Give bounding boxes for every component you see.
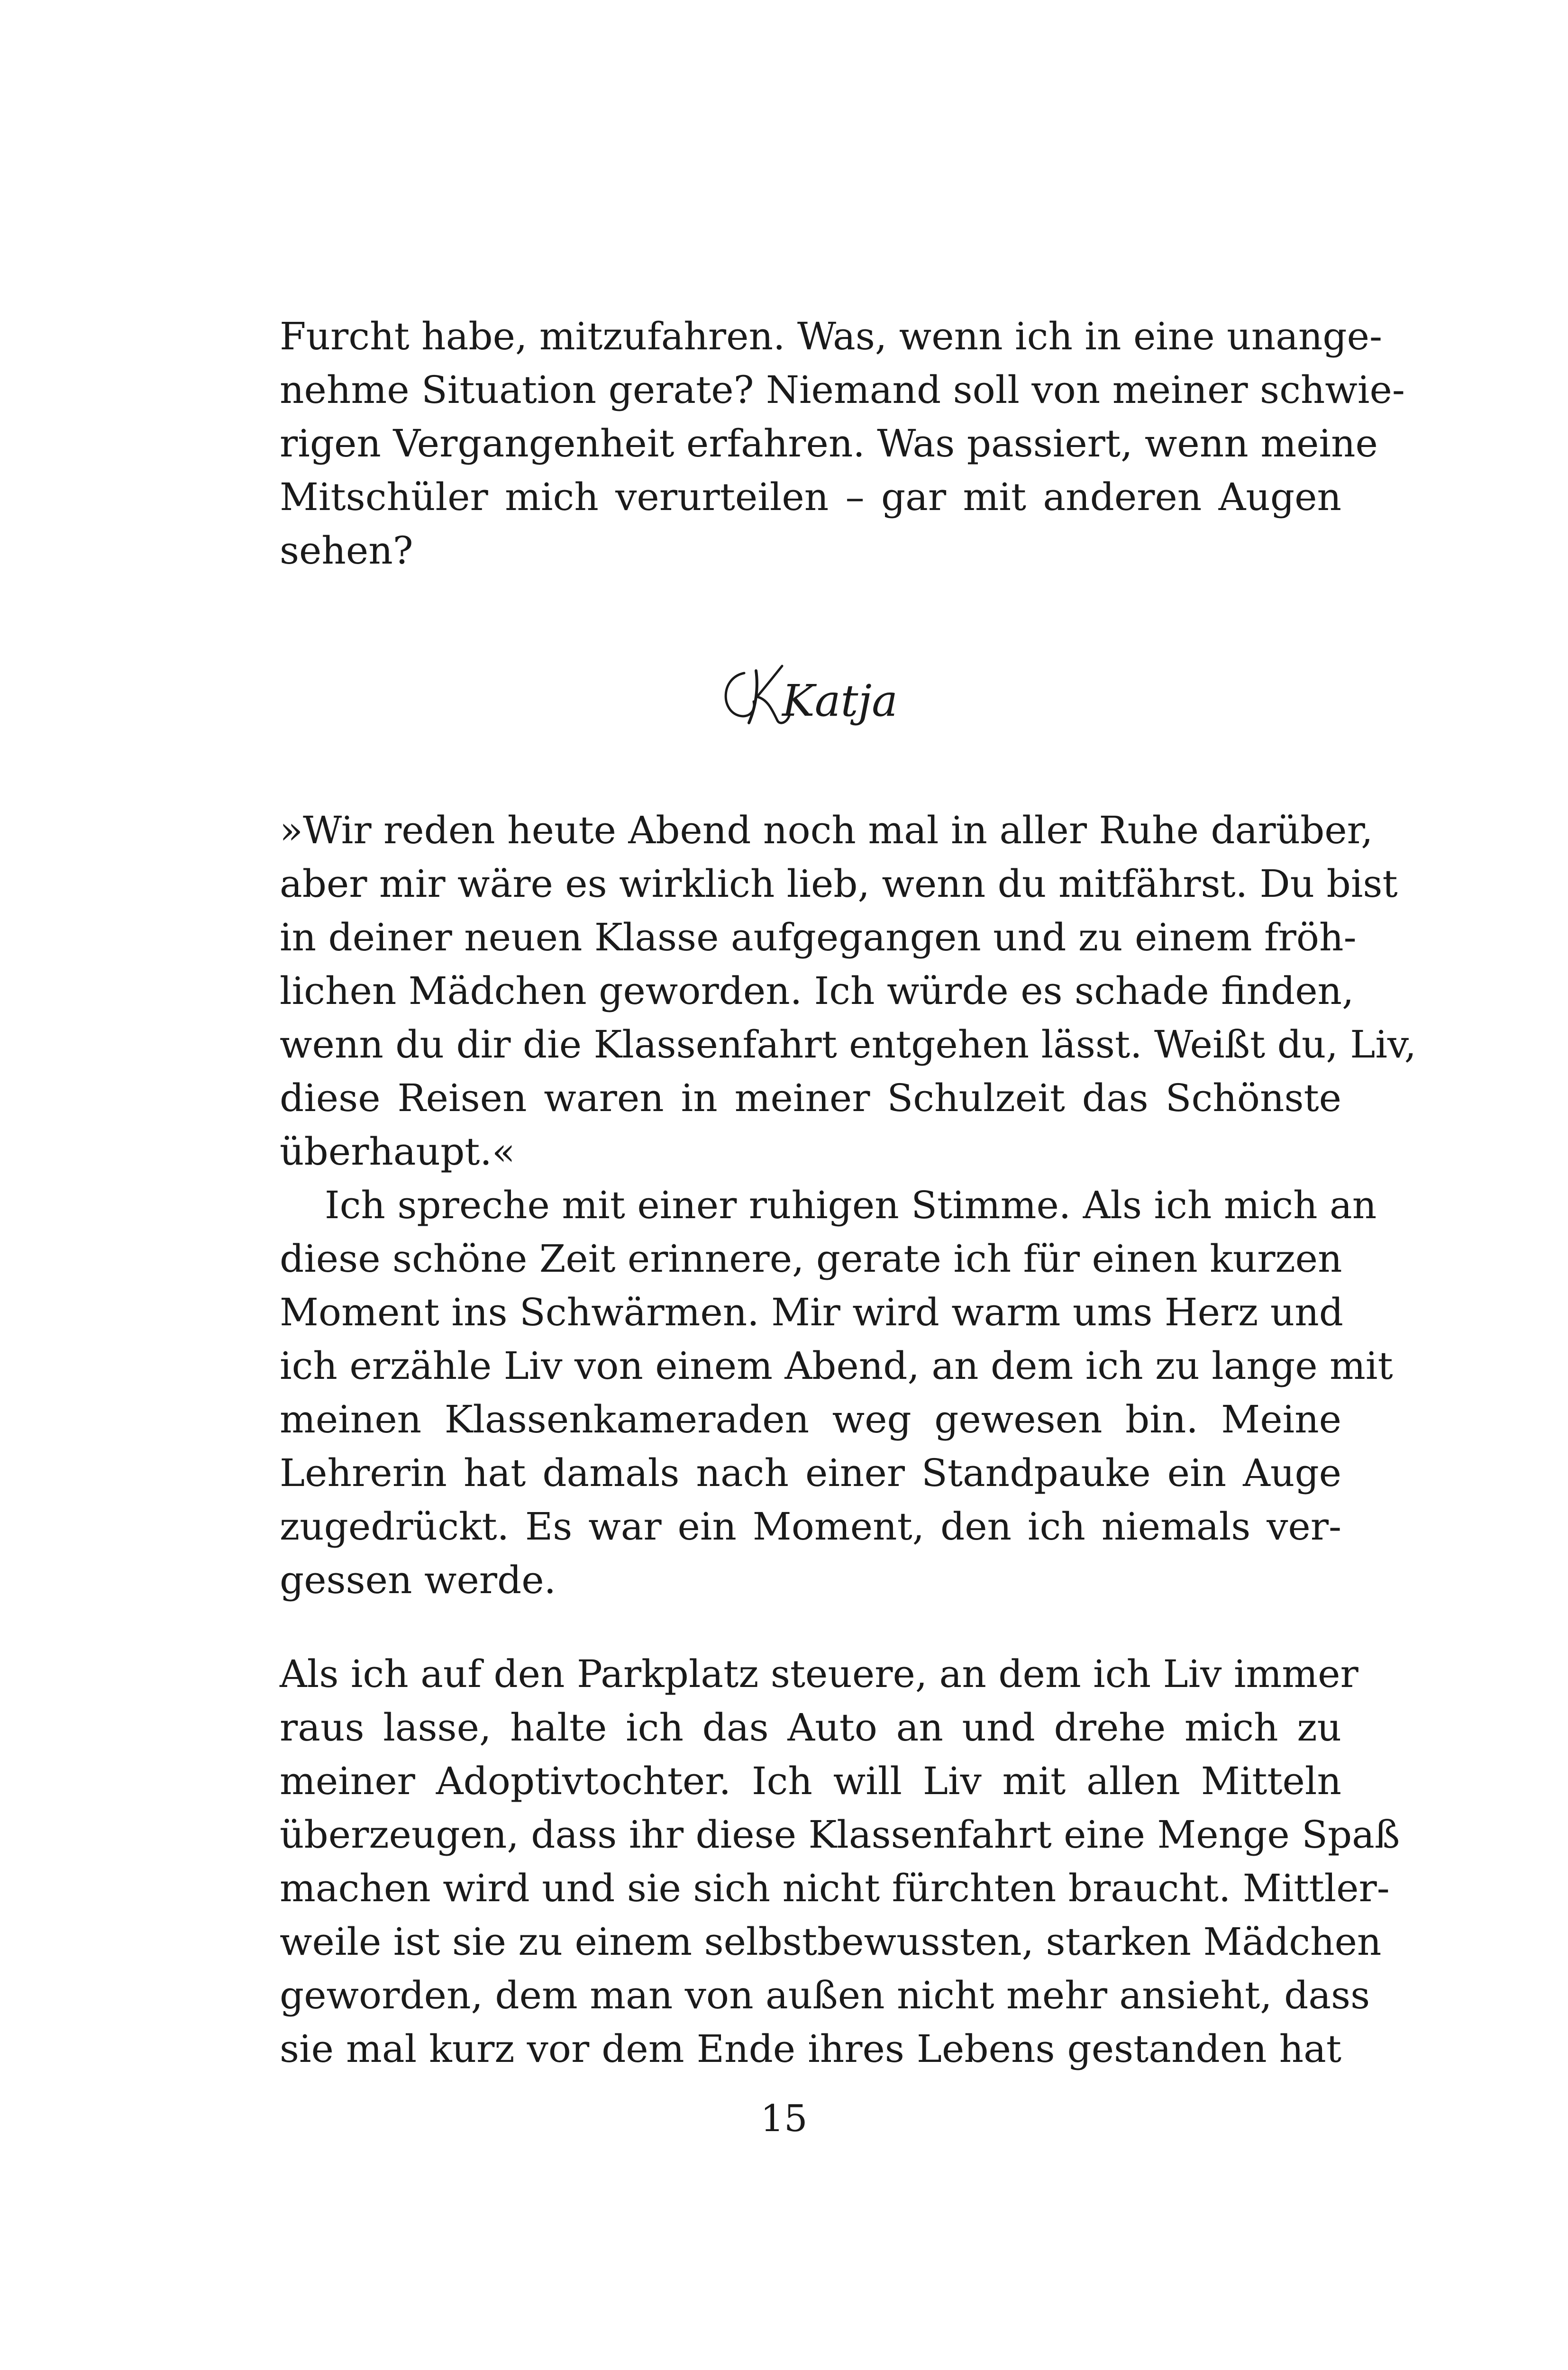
text-line: Als ich auf den Parkplatz steuere, an dem ich Liv immer: [280, 1652, 1358, 1696]
text-line: »Wir reden heute Abend noch mal in aller Ruhe darüber,: [280, 808, 1373, 852]
page-number: 15: [760, 2097, 808, 2140]
section-parking-paragraph: [280, 1647, 1400, 2076]
text-line: weile ist sie zu einem selbstbewussten, starken Mädchen: [280, 1920, 1382, 1964]
text-line: überzeugen, dass ihr diese Klassenfahrt eine Menge Spaß: [280, 1813, 1400, 1857]
text-line: meinen Klassenkameraden weg gewesen bin. Meine: [280, 1397, 1341, 1441]
text-line: Moment ins Schwärmen. Mir wird warm ums Herz und: [280, 1290, 1343, 1334]
text-line: gessen werde.: [280, 1558, 556, 1602]
text-line: zugedrückt. Es war ein Moment, den ich niemals ver-: [280, 1504, 1341, 1549]
chapter-heading-katja: [711, 645, 920, 749]
katja-script-heading: [711, 645, 920, 749]
section-katja-dialogue: [280, 803, 1417, 1607]
text-line: diese Reisen waren in meiner Schulzeit das Schönste: [280, 1076, 1341, 1120]
text-line: Lehrerin hat damals nach einer Standpauke ein Auge: [280, 1451, 1341, 1495]
katja-heading-text: Katja: [782, 675, 898, 726]
text-line: sehen?: [280, 529, 413, 573]
text-line: meiner Adoptivtochter. Ich will Liv mit allen Mitteln: [280, 1759, 1341, 1803]
text-line: diese schöne Zeit erinnere, gerate ich für einen kurzen: [280, 1237, 1342, 1281]
text-line: geworden, dem man von außen nicht mehr ansieht, dass: [280, 1973, 1370, 2017]
section-opening-paragraph: [280, 310, 1405, 577]
text-line: Ich spreche mit einer ruhigen Stimme. Als ich mich an: [325, 1183, 1377, 1227]
text-line: überhaupt.«: [280, 1130, 515, 1174]
text-line: sie mal kurz vor dem Ende ihres Lebens gestanden hat: [280, 2027, 1341, 2071]
text-line: rigen Vergangenheit erfahren. Was passiert, wenn meine: [280, 421, 1378, 465]
text-line: wenn du dir die Klassenfahrt entgehen lässt. Weißt du, Liv,: [280, 1022, 1417, 1066]
text-line: Furcht habe, mitzufahren. Was, wenn ich in eine unange-: [280, 314, 1383, 358]
text-line: lichen Mädchen geworden. Ich würde es schade finden,: [280, 969, 1354, 1013]
text-line: raus lasse, halte ich das Auto an und drehe mich zu: [280, 1705, 1341, 1750]
text-line: machen wird und sie sich nicht fürchten braucht. Mittler-: [280, 1866, 1390, 1910]
text-line: aber mir wäre es wirklich lieb, wenn du mitfährst. Du bist: [280, 862, 1398, 906]
text-line: Mitschüler mich verurteilen – gar mit anderen Augen: [280, 475, 1341, 519]
text-line: ich erzähle Liv von einem Abend, an dem ich zu lange mit: [280, 1344, 1393, 1388]
text-line: in deiner neuen Klasse aufgegangen und zu einem fröh-: [280, 915, 1357, 959]
text-line: nehme Situation gerate? Niemand soll von meiner schwie-: [280, 368, 1405, 412]
